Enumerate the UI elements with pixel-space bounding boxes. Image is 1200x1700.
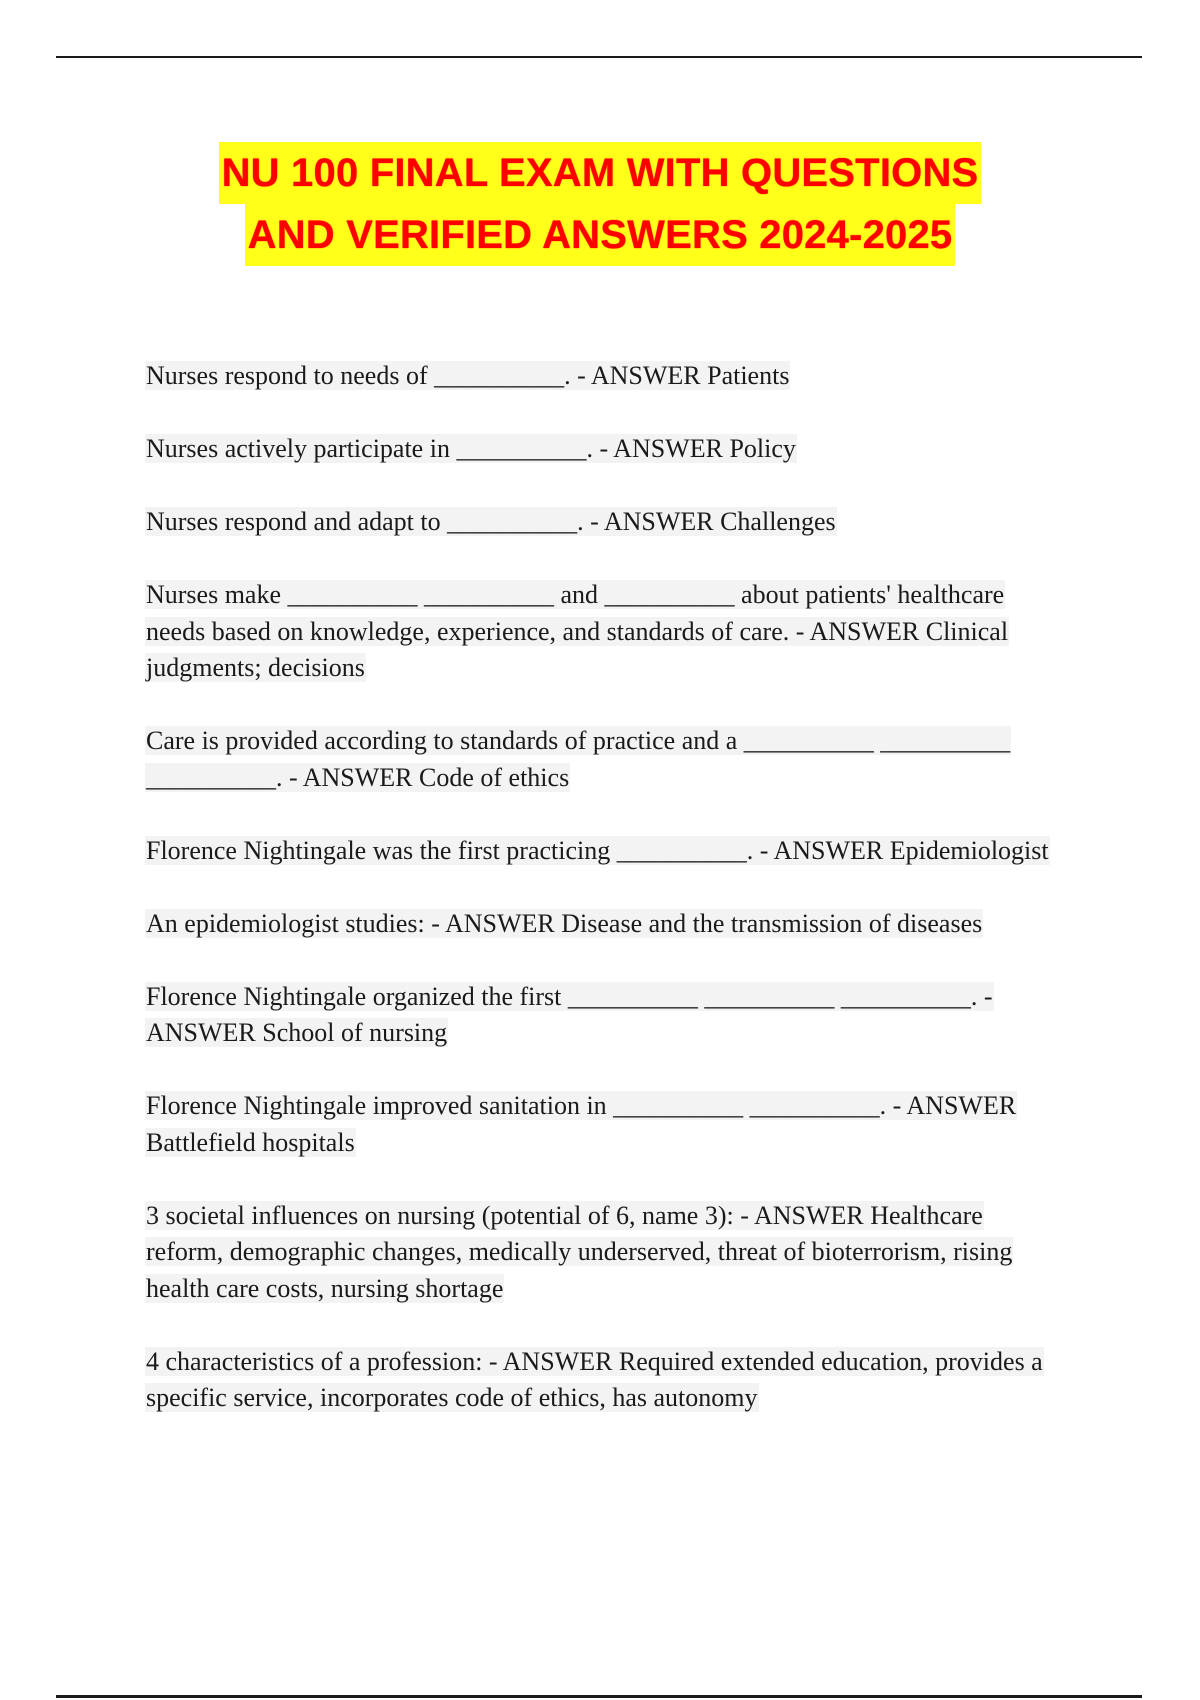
qa-item: [145, 431, 1065, 468]
qa-item: [145, 1198, 1065, 1308]
qa-item: [145, 504, 1065, 541]
document-title: [0, 142, 1200, 266]
title-line-1: NU 100 FINAL EXAM WITH QUESTIONS: [219, 142, 982, 204]
top-rule: [56, 56, 1142, 58]
qa-text: Care is provided according to standards of practice and a __________ __________ __________. - ANSWER Code of ethics: [146, 726, 1011, 792]
qa-text: Nurses respond to needs of __________. - ANSWER Patients: [146, 361, 790, 390]
qa-text: Nurses respond and adapt to __________. - ANSWER Challenges: [146, 507, 836, 536]
qa-text: 3 societal influences on nursing (potential of 6, name 3): - ANSWER Healthcare reform, demographic changes, medically underserved, threat of bioterrorism, rising health care costs, nursing shortage: [146, 1200, 1013, 1303]
qa-text: An epidemiologist studies: - ANSWER Disease and the transmission of diseases: [146, 908, 983, 938]
bottom-rule: [56, 1695, 1142, 1698]
qa-item: [145, 358, 1065, 395]
qa-text: Florence Nightingale improved sanitation in __________ __________. - ANSWER Battlefield hospitals: [146, 1091, 1017, 1157]
qa-text: Nurses make __________ __________ and __________ about patients' healthcare needs based on knowledge, experience, and standards of care. - ANSWER Clinical judgments; decisions: [146, 580, 1009, 682]
qa-item: [145, 1344, 1065, 1417]
qa-text: Nurses actively participate in __________. - ANSWER Policy: [146, 434, 796, 463]
qa-item: [145, 979, 1065, 1052]
qa-text: Florence Nightingale was the first practicing __________. - ANSWER Epidemiologist: [146, 835, 1049, 865]
qa-item: [145, 723, 1065, 796]
title-line-2: AND VERIFIED ANSWERS 2024-2025: [245, 204, 956, 266]
qa-text: 4 characteristics of a profession: - ANSWER Required extended education, provides a specific service, incorporates code of ethics, has autonomy: [146, 1346, 1043, 1412]
qa-item: [145, 1088, 1065, 1161]
qa-item: [145, 833, 1065, 870]
qa-list: [145, 358, 1065, 1453]
qa-item: [145, 906, 1065, 943]
qa-text: Florence Nightingale organized the first __________ __________ __________. - ANSWER School of nursing: [146, 981, 993, 1047]
qa-item: [145, 577, 1065, 687]
